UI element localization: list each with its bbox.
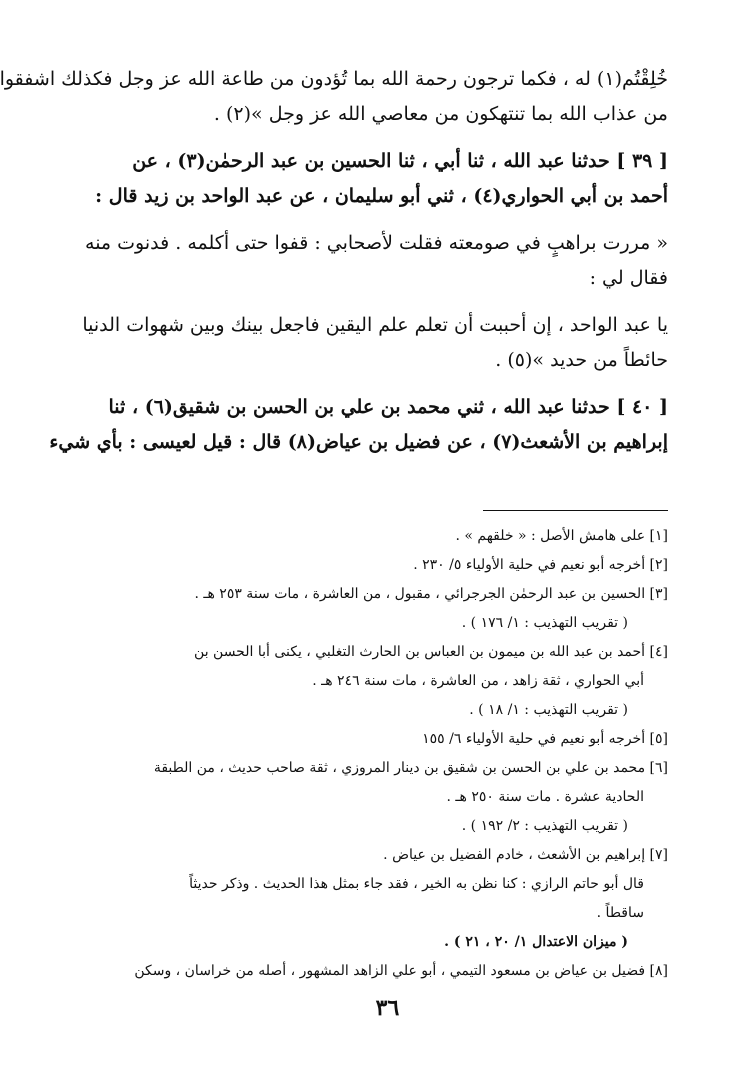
text-line: [ ٣٩ ] حدثنا عبد الله ، ثنا أبي ، ثنا الحسين بن عبد الرحمٰن(٣) ، عن bbox=[132, 150, 668, 172]
page-number: ٣٦ bbox=[375, 995, 400, 1021]
text-line: إبراهيم بن الأشعث(٧) ، عن فضيل بن عياض(٨) قال : قيل لعيسى : بأي شيء bbox=[49, 431, 668, 453]
text-line: من عذاب الله بما تنتهكون من معاصي الله عز وجل »(٢) . bbox=[213, 103, 668, 125]
hadith-40 bbox=[49, 390, 668, 460]
footnote-5: [٥] أخرجه أبو نعيم في حلية الأولياء ٦/ ١٥٥ bbox=[422, 731, 668, 747]
footnote-4-source: ( تقريب التهذيب : ١/ ١٨ ) . bbox=[469, 702, 628, 718]
footnote-7: [٧] إبراهيم بن الأشعث ، خادم الفضيل بن عياض . bbox=[383, 847, 668, 863]
hadith-39 bbox=[61, 144, 668, 214]
text-line: خُلِقْتُم(١) له ، فكما ترجون رحمة الله بما تُؤدون من طاعة الله عز وجل فكذلك اشفقوا bbox=[0, 68, 668, 90]
text-line: فقال لي : bbox=[589, 267, 668, 289]
footnote-8: [٨] فضيل بن عياض بن مسعود التيمي ، أبو علي الزاهد المشهور ، أصله من خراسان ، وسكن bbox=[134, 963, 668, 979]
footnote-3-source: ( تقريب التهذيب : ١/ ١٧٦ ) . bbox=[461, 615, 628, 631]
paragraph-4 bbox=[61, 308, 668, 378]
footnote-4: [٤] أحمد بن عبد الله بن ميمون بن العباس بن الحارث التغلبي ، يكنى أبا الحسن بن bbox=[194, 644, 668, 660]
footnote-2: [٢] أخرجه أبو نعيم في حلية الأولياء ٥/ ٢٣٠ . bbox=[413, 557, 668, 573]
footnote-7-continued: ساقطاً . bbox=[596, 905, 644, 921]
text-line: أحمد بن أبي الحواري(٤) ، ثني أبو سليمان ، عن عبد الواحد بن زيد قال : bbox=[95, 185, 668, 207]
text-line: حائطاً من حديد »(٥) . bbox=[495, 349, 668, 371]
text-line: « مررت براهبٍ في صومعته فقلت لأصحابي : قفوا حتى أكلمه . فدنوت منه bbox=[85, 232, 668, 254]
footnote-6-continued: الحادية عشرة . مات سنة ٢٥٠ هـ . bbox=[446, 789, 644, 805]
footnote-6-source: ( تقريب التهذيب : ٢/ ١٩٢ ) . bbox=[461, 818, 628, 834]
text-line: [ ٤٠ ] حدثنا عبد الله ، ثني محمد بن علي بن الحسن بن شقيق(٦) ، ثنا bbox=[108, 396, 668, 418]
footnote-1: [١] على هامش الأصل : « خلقهم » . bbox=[455, 528, 668, 544]
footnotes bbox=[61, 522, 668, 986]
main-text bbox=[0, 62, 668, 460]
text-line: يا عبد الواحد ، إن أحببت أن تعلم علم اليقين فاجعل بينك وبين شهوات الدنيا bbox=[82, 314, 668, 336]
footnote-4-continued: أبي الحواري ، ثقة زاهد ، من العاشرة ، مات سنة ٢٤٦ هـ . bbox=[312, 673, 644, 689]
paragraph-3 bbox=[61, 226, 668, 296]
footnote-divider bbox=[483, 510, 668, 511]
paragraph-1 bbox=[0, 62, 668, 132]
footnote-3: [٣] الحسين بن عبد الرحمٰن الجرجرائي ، مقبول ، من العاشرة ، مات سنة ٢٥٣ هـ . bbox=[194, 586, 668, 602]
footnote-7-source: ( ميزان الاعتدال ١/ ٢٠ ، ٢١ ) . bbox=[444, 934, 628, 950]
footnote-6: [٦] محمد بن علي بن الحسن بن شقيق بن دينار المروزي ، ثقة صاحب حديث ، من الطبقة bbox=[153, 760, 668, 776]
footnote-7-continued: قال أبو حاتم الرازي : كنا نظن به الخير ، فقد جاء بمثل هذا الحديث . وذكر حديثاً bbox=[189, 876, 644, 892]
